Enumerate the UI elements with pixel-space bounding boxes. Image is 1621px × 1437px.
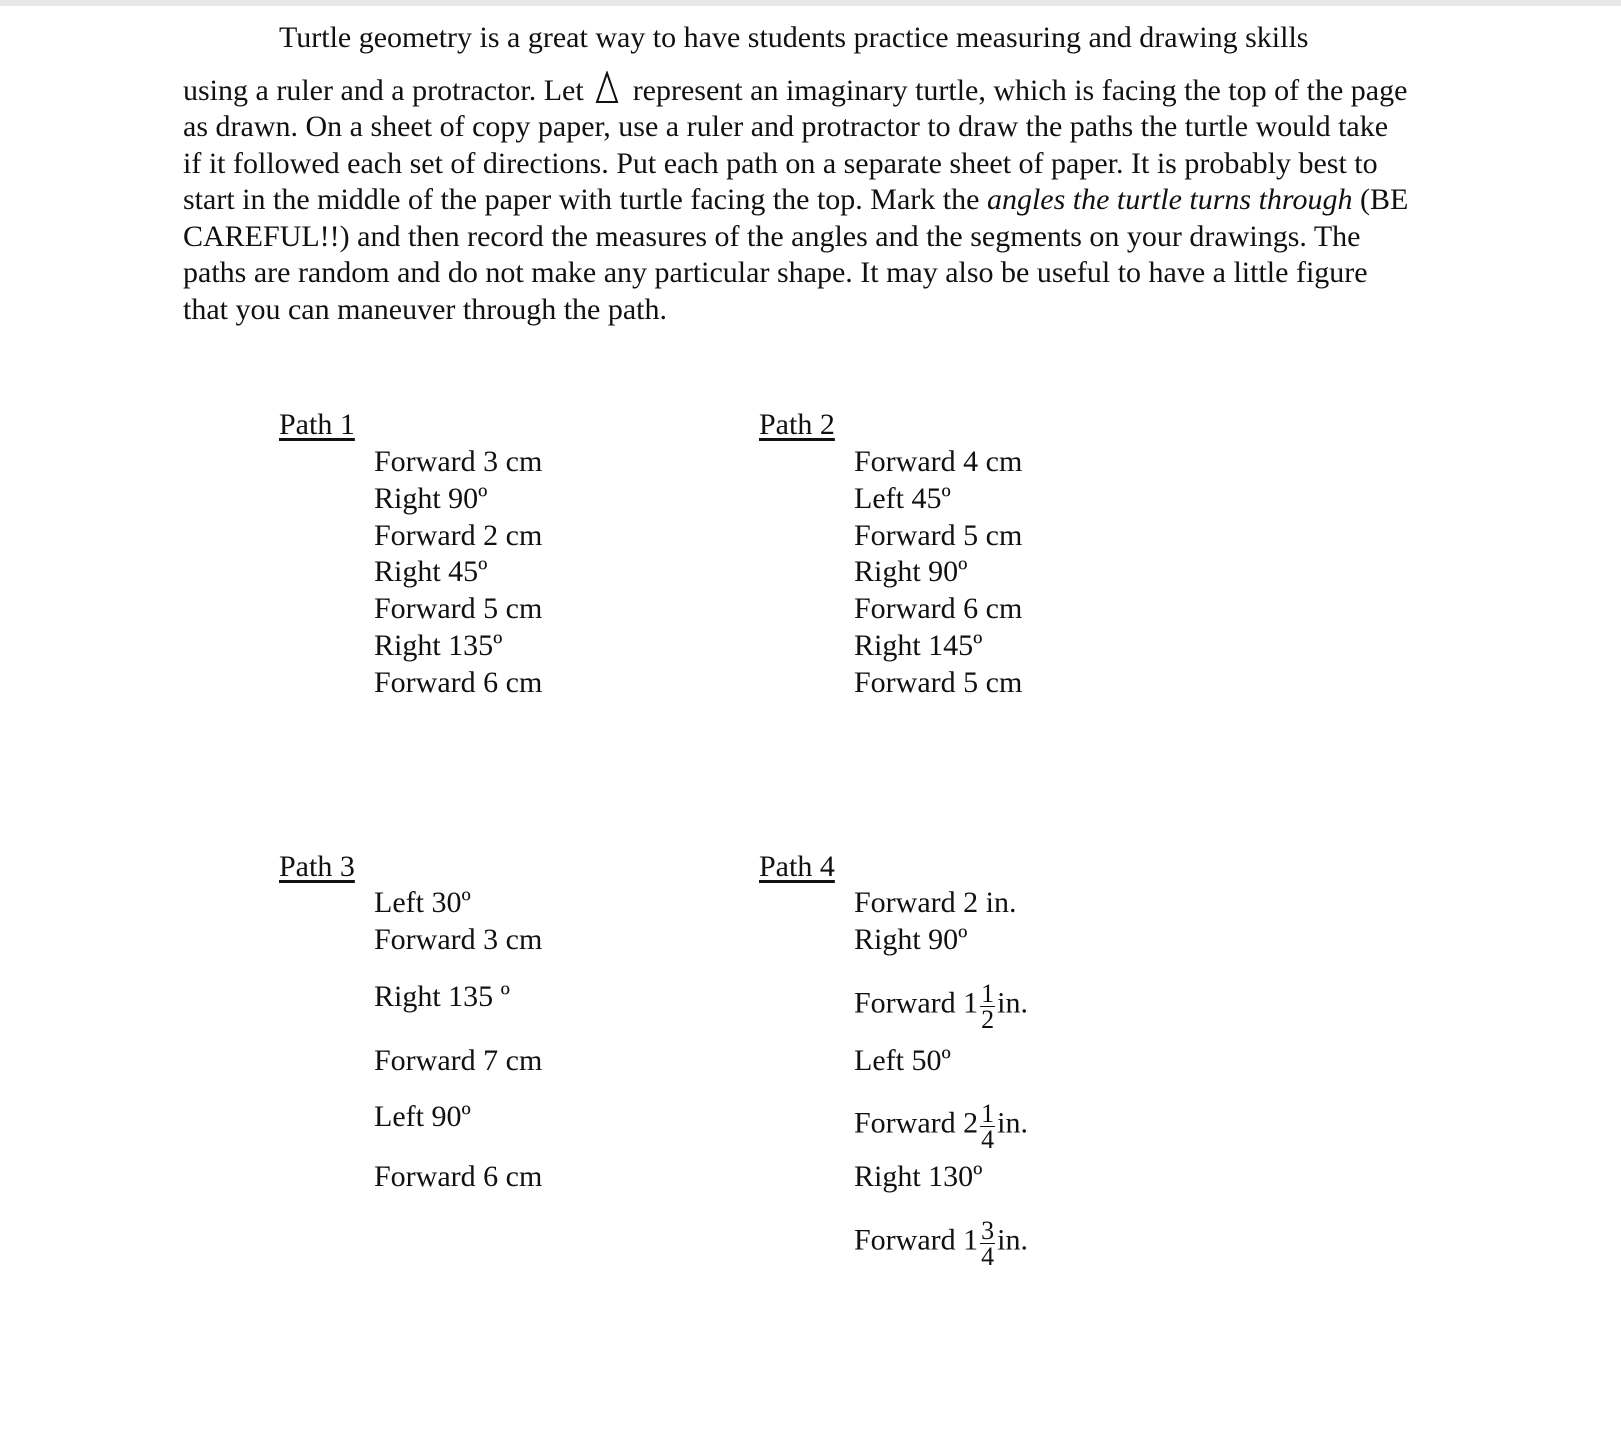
step-text: Forward 6 cm: [374, 666, 543, 699]
path-1-step: [374, 666, 542, 700]
step-text: Forward 6 cm: [854, 592, 1023, 625]
step-text: Forward 1: [854, 986, 979, 1020]
step-text: Forward 5 cm: [854, 666, 1023, 699]
step-text: Forward 4 cm: [854, 445, 1023, 478]
path-2-step: [854, 629, 982, 663]
step-text: Forward 2: [854, 1106, 979, 1140]
path-3-step: [374, 1160, 542, 1194]
step-text: Forward 3 cm: [374, 445, 543, 478]
path-2-step: [854, 445, 1022, 479]
path-4-step: [854, 1216, 1028, 1271]
path-4-step: [854, 979, 1028, 1034]
path-2-step: [854, 555, 967, 589]
step-text: Forward 7 cm: [374, 1044, 543, 1077]
path-1-step: [374, 482, 487, 516]
fraction-denominator: 4: [981, 1125, 995, 1154]
intro-paragraph: [183, 20, 1413, 328]
step-text: Right 90º: [374, 482, 488, 515]
path-1-step: [374, 555, 487, 589]
path-3-step: [374, 886, 471, 920]
step-text: Right 45º: [374, 555, 488, 588]
step-text: Right 135º: [374, 629, 503, 662]
step-text: Forward 2 in.: [854, 886, 1017, 919]
step-text: Forward 5 cm: [374, 592, 543, 625]
step-text: Right 90º: [854, 555, 968, 588]
path-4-step: [854, 1044, 951, 1078]
step-text: Right 145º: [854, 629, 983, 662]
fraction-numerator: 1: [981, 1099, 995, 1128]
path-3-step: [374, 1100, 471, 1134]
step-text: Left 45º: [854, 482, 951, 515]
intro-italic-phrase: angles the turtle turns through: [986, 183, 1353, 216]
step-text: Forward 5 cm: [854, 519, 1023, 552]
step-unit: in.: [997, 1106, 1028, 1140]
intro-text-end: (BE CAREFUL!!) and then record the measures of the angles and the segments on your drawings. The paths are random and do not make any particular shape. It may also be useful to have a little figure that you can maneuver through the path.: [183, 183, 1409, 326]
path-2-step: [854, 482, 951, 516]
step-text: Forward 6 cm: [374, 1160, 543, 1193]
intro-line-1: Turtle geometry is a great way to have students practice measuring and drawing skills: [279, 21, 1309, 54]
fraction-denominator: 4: [981, 1242, 995, 1271]
path-1-title: Path 1: [279, 408, 355, 441]
fraction: [980, 1218, 995, 1269]
path-3-title: Path 3: [279, 850, 355, 883]
path-3-step: [374, 923, 542, 957]
path-4-step: [854, 1160, 982, 1194]
path-1-step: [374, 629, 502, 663]
step-text: Forward 1: [854, 1223, 979, 1257]
fraction-numerator: 3: [981, 1216, 995, 1245]
intro-text-before-icon: using a ruler and a protractor. Let: [183, 73, 584, 107]
step-text: Right 90º: [854, 923, 968, 956]
step-text: Forward 3 cm: [374, 923, 543, 956]
step-unit: in.: [997, 1223, 1028, 1257]
fraction-numerator: 1: [981, 979, 995, 1008]
path-3-step: [374, 1044, 542, 1078]
step-text: Left 90º: [374, 1100, 471, 1133]
step-text: Right 135 º: [374, 980, 510, 1013]
path-2-step: [854, 666, 1022, 700]
fraction: [980, 981, 995, 1032]
step-text: Right 130º: [854, 1160, 983, 1193]
path-2-step: [854, 519, 1022, 553]
path-4-step: [854, 923, 967, 957]
path-1-step: [374, 592, 542, 626]
path-1-step: [374, 445, 542, 479]
fraction-denominator: 2: [981, 1005, 995, 1034]
path-4-title: Path 4: [759, 850, 835, 883]
path-1-step: [374, 519, 542, 553]
step-text: Left 50º: [854, 1044, 951, 1077]
path-4-step: [854, 886, 1016, 920]
intro-text-after-icon: represent an imaginary turtle, which is facing the top of the page as drawn. On a sheet of copy paper, use a ruler and protractor to draw the paths the turtle would take if it followed each set of directions. Put each path on a separate sheet of paper. It is probably best to start in the middle of the paper with turtle facing the top. Mark the: [183, 73, 1408, 216]
turtle-triangle-icon: [595, 71, 619, 105]
window-top-edge: [0, 0, 1621, 6]
path-4-step: [854, 1099, 1028, 1154]
path-2-title: Path 2: [759, 408, 835, 441]
path-2-step: [854, 592, 1022, 626]
step-text: Left 30º: [374, 886, 471, 919]
fraction: [980, 1101, 995, 1152]
step-text: Forward 2 cm: [374, 519, 543, 552]
step-unit: in.: [997, 986, 1028, 1020]
path-3-step: [374, 980, 510, 1014]
